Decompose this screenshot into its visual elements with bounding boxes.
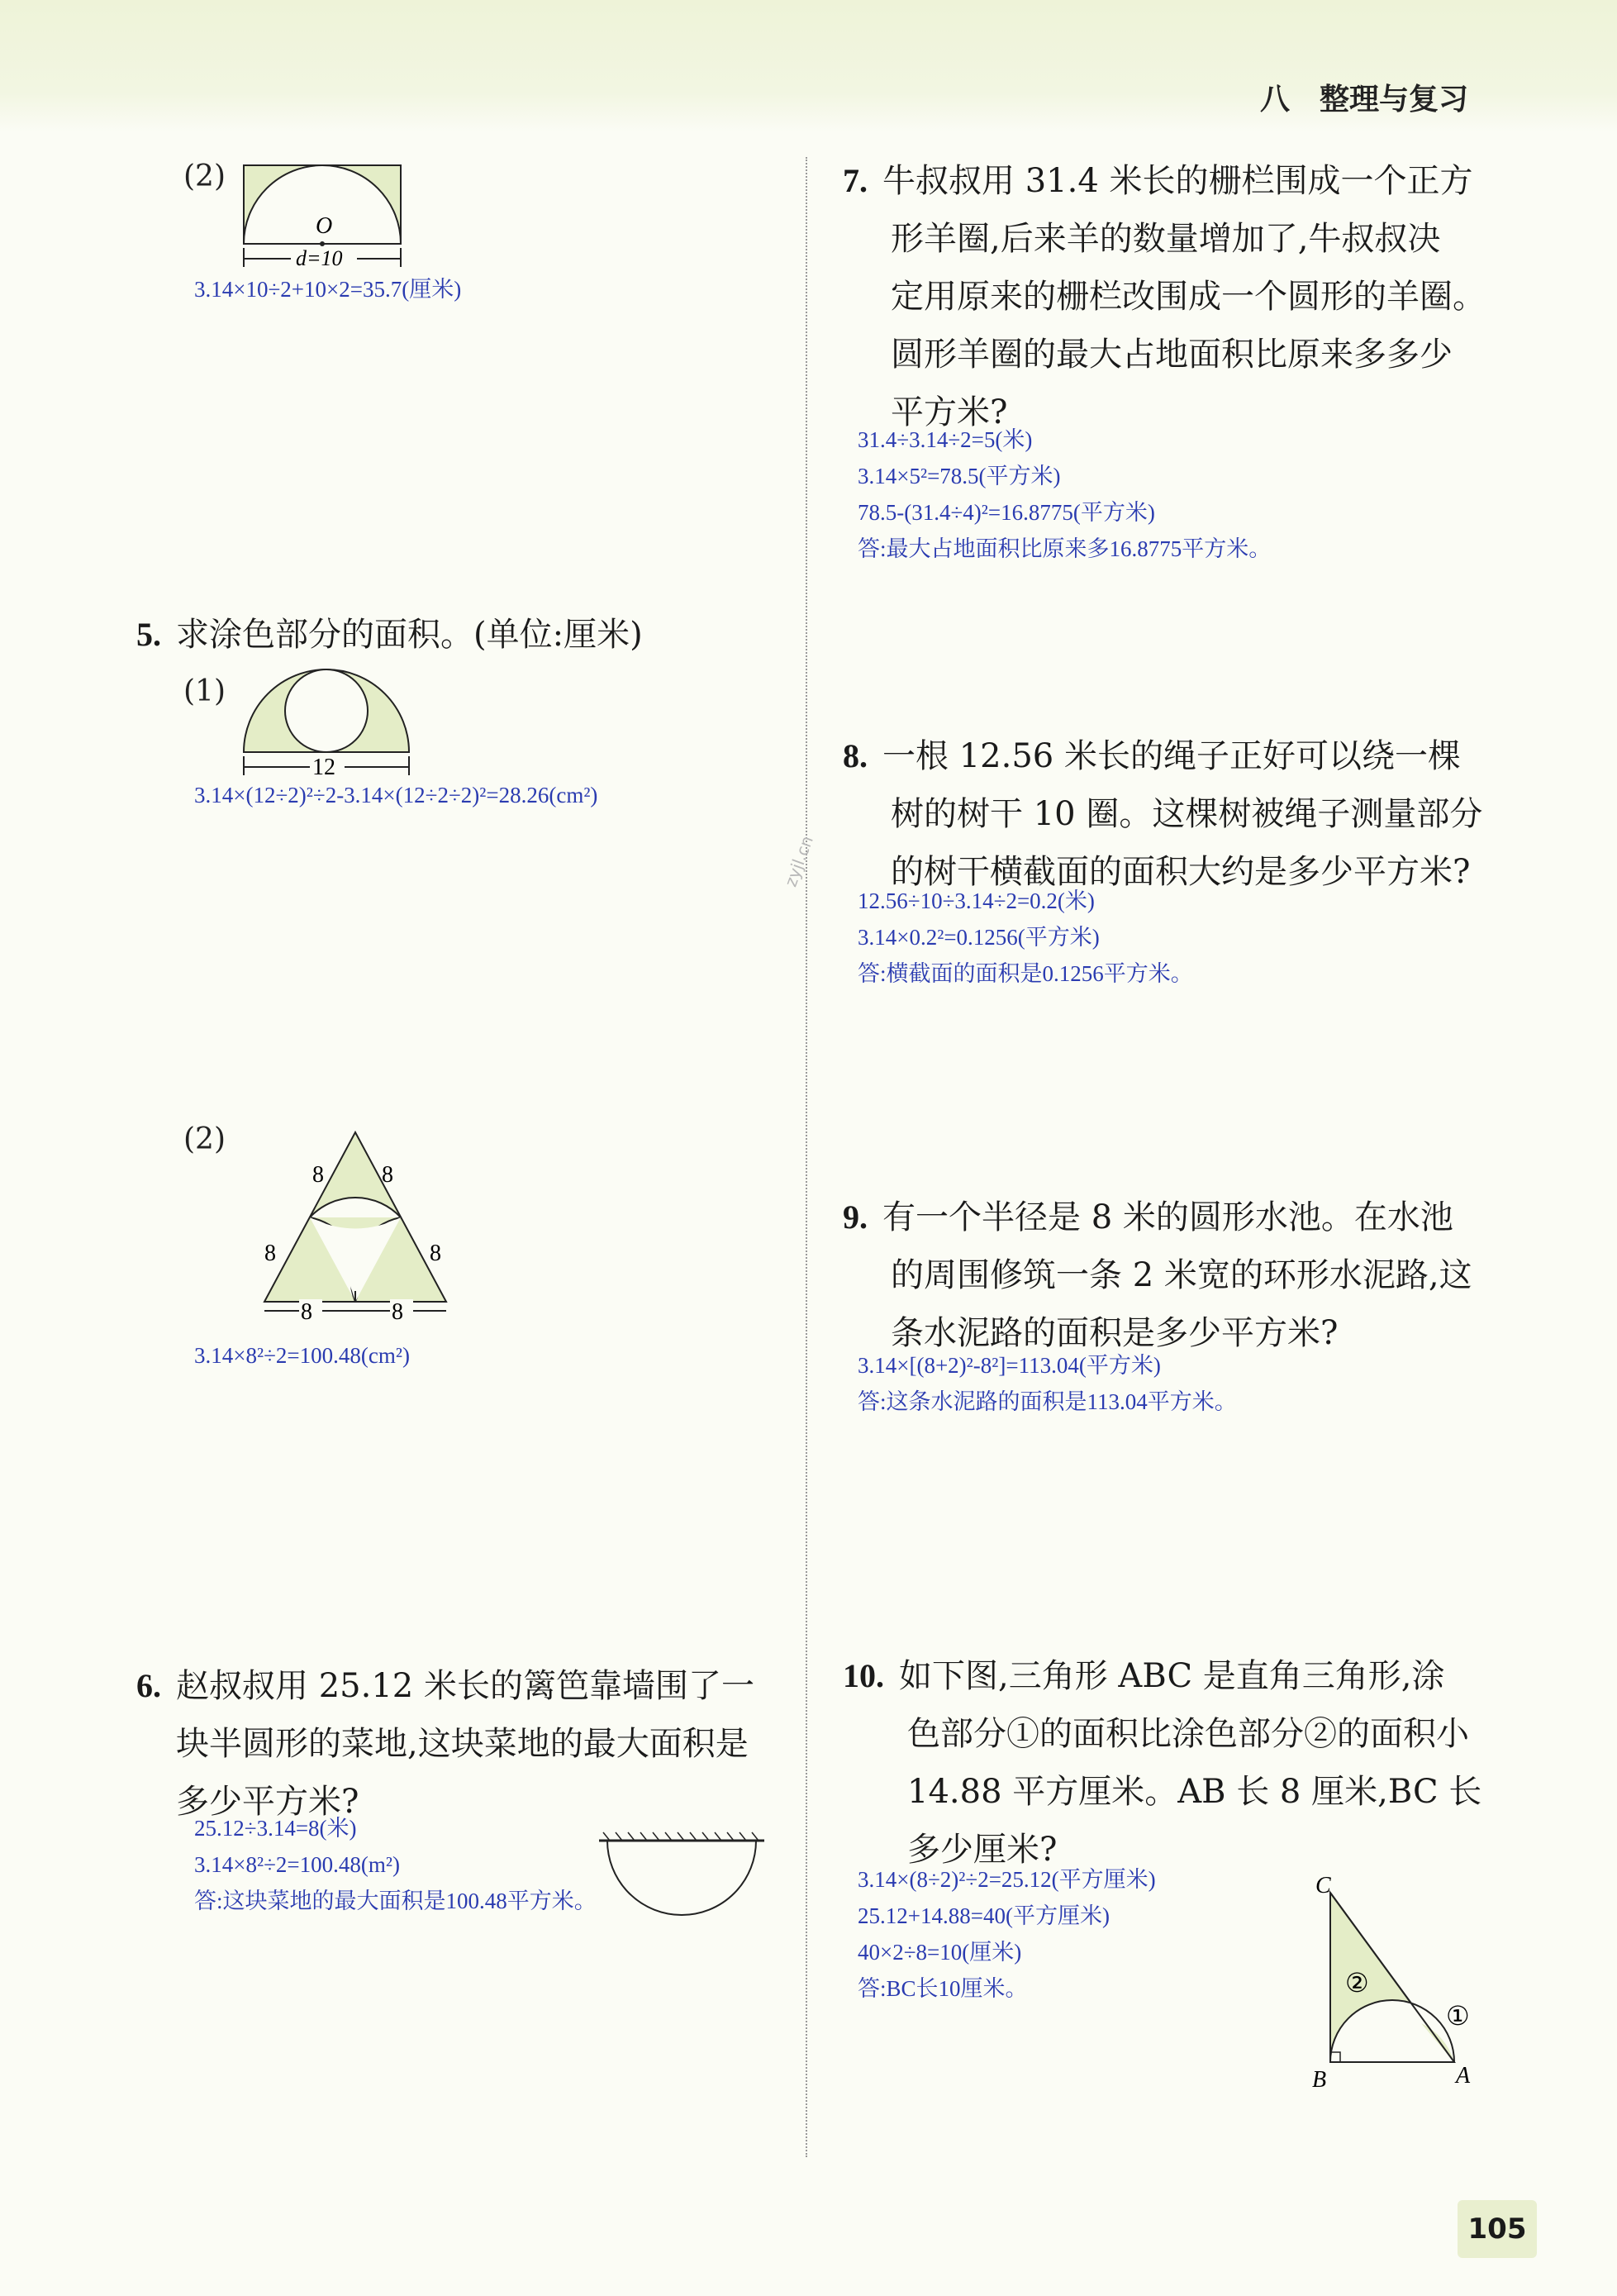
chapter-title: 八 整理与复习 — [1259, 83, 1468, 117]
q6-question: 6. 赵叔叔用 25.12 米长的篱笆靠墙围了一 块半圆形的菜地,这块菜地的最大面积是 多少平方米? — [136, 1667, 754, 1821]
q10-label-a: A — [1456, 2063, 1471, 2089]
q5-part1-dim: 12 — [312, 755, 335, 780]
q10-label-c: C — [1315, 1873, 1331, 1898]
column-divider — [806, 157, 807, 2157]
q5-part2-figure — [240, 1116, 487, 1325]
q8-question: 8. 一根 12.56 米长的绳子正好可以绕一棵 树的树干 10 圈。这棵树被绳子测量部分 的树干横截面的面积大约是多少平方米? — [843, 737, 1483, 891]
q5-part1-answer: 3.14×(12÷2)²÷2-3.14×(12÷2÷2)²=28.26(cm²) — [194, 783, 598, 807]
svg-text:8: 8 — [312, 1162, 324, 1188]
q9-answer: 3.14×[(8+2)²-8²]=113.04(平方米) 答:这条水泥路的面积是113.04平方米。 — [858, 1353, 1237, 1414]
q10-label-b: B — [1312, 2067, 1327, 2093]
q7-question: 7. 牛叔叔用 31.4 米长的栅栏围成一个正方 形羊圈,后来羊的数量增加了,牛叔叔决 定用原来的栅栏改围成一个圆形的羊圈。 圆形羊圈的最大占地面积比原来多多少 平方米? — [843, 162, 1486, 431]
q4-part2-answer: 3.14×10÷2+10×2=35.7(厘米) — [194, 277, 462, 302]
q5-part2-label: (2) — [183, 1122, 226, 1156]
svg-text:8: 8 — [430, 1241, 441, 1266]
watermark: zyjl.cn — [780, 833, 817, 889]
q10-region1: ① — [1446, 2001, 1470, 2031]
svg-text:8: 8 — [301, 1299, 312, 1325]
q4-center-label: O — [316, 213, 333, 239]
page-number: 105 — [1458, 2200, 1537, 2258]
q8-answer: 12.56÷10÷3.14÷2=0.2(米) 3.14×0.2²=0.1256(平方米) 答:横截面的面积是0.1256平方米。 — [858, 888, 1193, 986]
q6-figure — [595, 1831, 768, 1930]
svg-text:8: 8 — [264, 1241, 276, 1266]
q10-answer: 3.14×(8÷2)²÷2=25.12(平方厘米) 25.12+14.88=40(平方厘米) 40×2÷8=10(厘米) 答:BC长10厘米。 — [858, 1867, 1156, 2001]
q10-question: 10. 如下图,三角形 ABC 是直角三角形,涂 色部分①的面积比涂色部分②的面积小 14.88 平方厘米。AB 长 8 厘米,BC 长 多少厘米? — [843, 1657, 1482, 1869]
q9-question: 9. 有一个半径是 8 米的圆形水池。在水池 的周围修筑一条 2 米宽的环形水泥路,这 条水泥路的面积是多少平方米? — [843, 1198, 1472, 1352]
q4-dim-label: d=10 — [296, 246, 343, 270]
q6-answer: 25.12÷3.14=8(米) 3.14×8²÷2=100.48(m²) 答:这块菜地的最大面积是100.48平方米。 — [194, 1816, 597, 1913]
q5-part1-label: (1) — [183, 674, 226, 708]
q4-part2-figure — [240, 161, 421, 269]
q7-answer: 31.4÷3.14÷2=5(米) 3.14×5²=78.5(平方米) 78.5-(31.4÷4)²=16.8775(平方米) 答:最大占地面积比原来多16.8775平方米。 — [858, 427, 1272, 561]
q10-figure — [1297, 1873, 1487, 2099]
q10-region2: ② — [1345, 1968, 1369, 1998]
q5-question: 5. 求涂色部分的面积。(单位:厘米) — [136, 616, 643, 654]
svg-text:8: 8 — [382, 1162, 393, 1188]
q5-part2-answer: 3.14×8²÷2=100.48(cm²) — [194, 1343, 410, 1368]
svg-text:8: 8 — [392, 1299, 403, 1325]
q5-part1-figure — [240, 669, 421, 785]
q4-part2-label: (2) — [183, 160, 226, 193]
